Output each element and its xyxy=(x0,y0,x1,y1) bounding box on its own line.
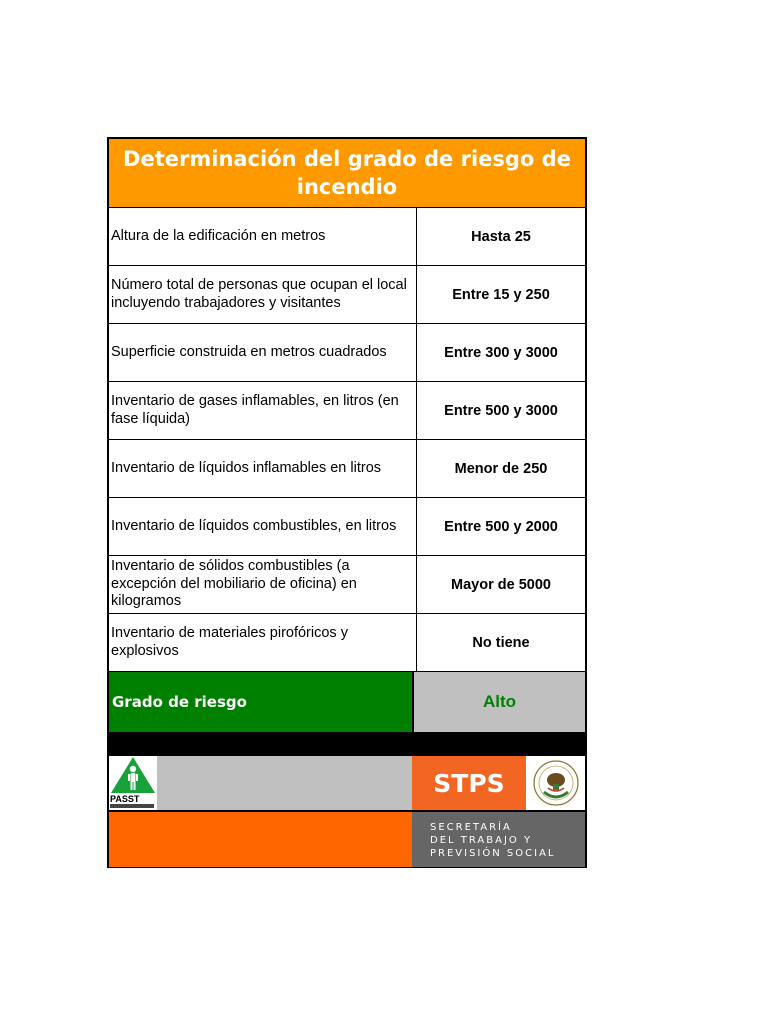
passt-logo xyxy=(109,756,157,810)
grade-label: Grado de riesgo xyxy=(109,672,414,732)
divider-bar xyxy=(109,732,585,756)
row-label: Superficie construida en metros cuadrados xyxy=(109,324,417,381)
table-row xyxy=(109,266,585,324)
row-label: Inventario de líquidos combustibles, en litros xyxy=(109,498,417,555)
passt-subtitle-line xyxy=(110,804,154,808)
grade-row xyxy=(109,672,585,732)
table-row xyxy=(109,556,585,614)
gray-band xyxy=(157,756,412,810)
row-value: No tiene xyxy=(472,634,530,651)
row-value: Menor de 250 xyxy=(454,460,548,477)
table-title: Determinación del grado de riesgo de incendio xyxy=(109,139,585,208)
row-label: Inventario de líquidos inflamables en litros xyxy=(109,440,417,497)
table-row xyxy=(109,208,585,266)
orange-band xyxy=(109,812,412,867)
row-value: Entre 500 y 3000 xyxy=(444,402,558,419)
row-value: Entre 15 y 250 xyxy=(452,286,550,303)
mexico-seal-icon xyxy=(530,758,582,808)
row-label: Altura de la edificación en metros xyxy=(109,208,417,265)
row-label: Número total de personas que ocupan el local incluyendo trabajadores y visitantes xyxy=(109,266,417,323)
row-value: Entre 500 y 2000 xyxy=(444,518,558,535)
agency-line-1: SECRETARÍA xyxy=(430,822,512,833)
passt-wordmark: PASST xyxy=(110,794,140,804)
grade-value: Alto xyxy=(414,672,585,732)
risk-table xyxy=(107,137,587,868)
stps-logo: STPS xyxy=(412,756,526,810)
person-triangle-icon xyxy=(110,756,156,794)
row-label: Inventario de gases inflamables, en litros (en fase líquida) xyxy=(109,382,417,439)
row-value: Entre 300 y 3000 xyxy=(444,344,558,361)
row-value: Hasta 25 xyxy=(471,228,531,245)
table-row xyxy=(109,440,585,498)
footer-logos xyxy=(109,756,585,868)
agency-name xyxy=(412,812,585,867)
seal-box xyxy=(526,756,585,810)
agency-line-3: PREVISIÓN SOCIAL xyxy=(430,848,556,859)
agency-line-2: DEL TRABAJO Y xyxy=(430,835,533,846)
row-label: Inventario de sólidos combustibles (a excepción del mobiliario de oficina) en kilogramos xyxy=(109,556,417,613)
table-row xyxy=(109,324,585,382)
table-row xyxy=(109,614,585,672)
table-row xyxy=(109,498,585,556)
row-label: Inventario de materiales pirofóricos y explosivos xyxy=(109,614,417,671)
row-value: Mayor de 5000 xyxy=(451,576,551,593)
table-row xyxy=(109,382,585,440)
